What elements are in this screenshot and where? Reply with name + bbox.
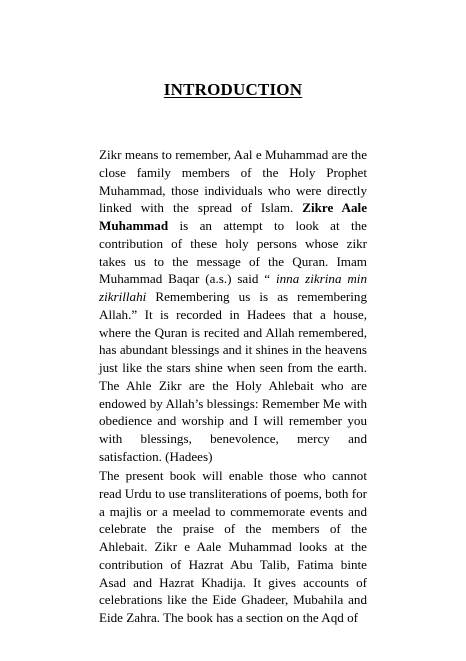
book-title-bold: Zikre Aale Muhammad (99, 200, 368, 233)
intro-paragraph-1 (99, 146, 367, 466)
page-title: INTRODUCTION (163, 80, 303, 99)
arabic-quote-italic: inna zikrina min zikrillahi (99, 271, 367, 304)
paragraph-1-text-b: is an attempt to look at the contribution of these holy persons whose zikr takes us to the message of the Quran. Imam Muhammad Baqar (a.s.) said “ (99, 218, 367, 287)
intro-paragraph-2: The present book will enable those who cannot read Urdu to use transliterations of poems, both for a majlis or a meelad to commemorate events and celebrate the praise of the members of the Ahlebait. Zikr e Aale Muhammad looks at the contribution of Hazrat Abu Talib, Fatima binte Asad and Hazrat Khadija. It gives accounts of celebrations like the Eide Ghadeer, Mubahila and Eide Zahra. The book has a section on the Aqd of (99, 468, 367, 625)
paragraph-1-text-a: Zikr means to remember, Aal e Muhammad are the close family members of the Holy Prophet Muhammad, those individuals who were directly linked with the spread of Islam. (99, 147, 367, 216)
paragraph-1-text-c: Remembering us is as remembering Allah.” It is recorded in Hadees that a house, where the Quran is recited and Allah remembered, has abundant blessings and it shines in the heavens just like the stars shine when seen from the earth. The Ahle Zikr are the Holy Ahlebait who are endowed by Allah’s blessings: Remember Me with obedience and worship and I will remember you with blessings, benevolence, mercy and satisfaction. (Hadees) (99, 289, 367, 464)
